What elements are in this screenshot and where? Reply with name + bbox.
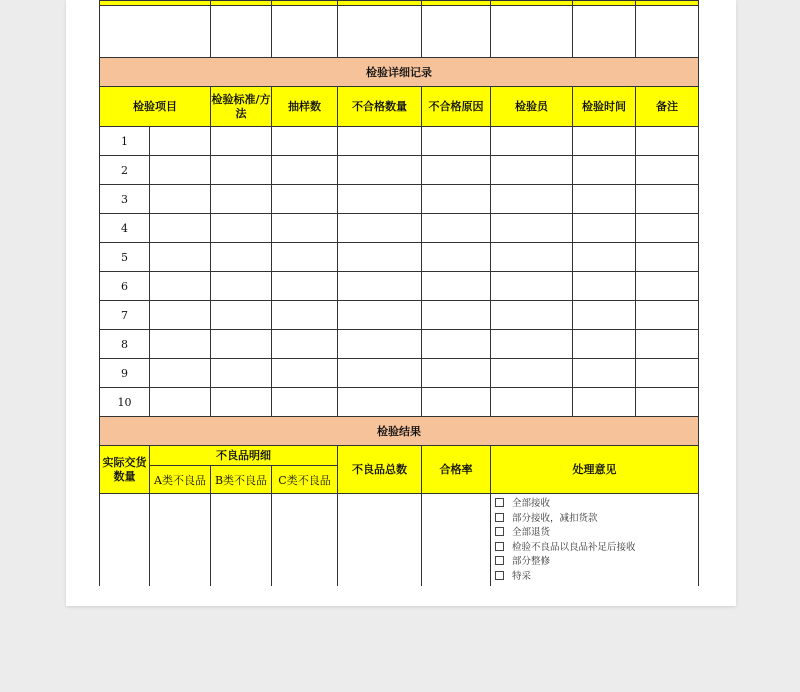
detail-row — [100, 214, 699, 243]
row-number: 7 — [100, 301, 150, 330]
detail-row — [100, 156, 699, 185]
handling-option[interactable] — [495, 555, 698, 570]
detail-cell[interactable] — [211, 243, 272, 272]
row-number: 6 — [100, 272, 150, 301]
detail-cell[interactable] — [338, 388, 422, 417]
detail-cell[interactable] — [636, 359, 699, 388]
detail-cell[interactable] — [150, 272, 211, 301]
detail-row — [100, 272, 699, 301]
detail-cell[interactable] — [211, 301, 272, 330]
detail-cell[interactable] — [422, 243, 491, 272]
detail-cell[interactable] — [491, 330, 573, 359]
row-number: 3 — [100, 185, 150, 214]
header-time: 检验时间 — [573, 87, 636, 127]
detail-cell[interactable] — [491, 156, 573, 185]
cell[interactable] — [573, 6, 636, 58]
detail-cell[interactable] — [491, 243, 573, 272]
detail-cell[interactable] — [338, 214, 422, 243]
detail-cell[interactable] — [272, 214, 338, 243]
checkbox-icon[interactable] — [495, 498, 504, 507]
detail-cell[interactable] — [211, 330, 272, 359]
detail-row — [100, 301, 699, 330]
header-inspector: 检验员 — [491, 87, 573, 127]
detail-cell[interactable] — [338, 127, 422, 156]
result-data-row — [100, 494, 699, 586]
detail-cell[interactable] — [272, 185, 338, 214]
detail-cell[interactable] — [272, 272, 338, 301]
defect-total-cell[interactable] — [338, 494, 422, 586]
detail-cell[interactable] — [573, 359, 636, 388]
detail-cell[interactable] — [272, 330, 338, 359]
row-number: 1 — [100, 127, 150, 156]
detail-cell[interactable] — [422, 156, 491, 185]
result-section-title: 检验结果 — [100, 417, 699, 446]
detail-cell[interactable] — [491, 272, 573, 301]
detail-cell[interactable] — [272, 301, 338, 330]
detail-cell[interactable] — [150, 214, 211, 243]
class-a-cell[interactable] — [150, 494, 211, 586]
detail-cell[interactable] — [338, 359, 422, 388]
detail-cell[interactable] — [573, 388, 636, 417]
handling-option[interactable] — [495, 497, 698, 512]
detail-cell[interactable] — [422, 214, 491, 243]
detail-cell[interactable] — [422, 359, 491, 388]
detail-cell[interactable] — [636, 388, 699, 417]
detail-cell[interactable] — [150, 127, 211, 156]
detail-cell[interactable] — [491, 388, 573, 417]
detail-cell[interactable] — [573, 272, 636, 301]
cell[interactable] — [100, 6, 211, 58]
cell[interactable] — [422, 6, 491, 58]
cell[interactable] — [491, 6, 573, 58]
row-number: 2 — [100, 156, 150, 185]
detail-cell[interactable] — [573, 330, 636, 359]
detail-cell[interactable] — [573, 156, 636, 185]
handling-option[interactable] — [495, 570, 698, 585]
detail-cell[interactable] — [150, 243, 211, 272]
spreadsheet-page — [66, 0, 736, 606]
actual-qty-cell[interactable] — [100, 494, 150, 586]
detail-cell[interactable] — [150, 388, 211, 417]
detail-cell[interactable] — [338, 301, 422, 330]
inspection-form-table — [99, 0, 699, 586]
result-header-row — [100, 446, 699, 466]
header-actual-qty: 实际交货数量 — [100, 446, 150, 494]
detail-cell[interactable] — [422, 185, 491, 214]
handling-option-list — [495, 497, 698, 584]
detail-cell[interactable] — [636, 185, 699, 214]
cell[interactable] — [338, 6, 422, 58]
detail-cell[interactable] — [491, 359, 573, 388]
handling-option[interactable] — [495, 512, 698, 527]
detail-cell[interactable] — [272, 156, 338, 185]
handling-option-label: 全部退货 — [512, 527, 551, 538]
detail-cell[interactable] — [211, 185, 272, 214]
detail-cell[interactable] — [491, 214, 573, 243]
cell[interactable] — [272, 6, 338, 58]
header-pass-rate: 合格率 — [422, 446, 491, 494]
detail-cell[interactable] — [150, 156, 211, 185]
header-note: 备注 — [636, 87, 699, 127]
handling-option-label: 检验不良品以良品补足后接收 — [512, 541, 636, 553]
detail-row — [100, 388, 699, 417]
header-defect-qty: 不合格数量 — [338, 87, 422, 127]
checkbox-icon[interactable] — [495, 513, 504, 522]
handling-option-label: 部分整修 — [512, 556, 551, 567]
class-c-cell[interactable] — [272, 494, 338, 586]
detail-cell[interactable] — [636, 156, 699, 185]
detail-cell[interactable] — [573, 127, 636, 156]
header-sample: 抽样数 — [272, 87, 338, 127]
detail-cell[interactable] — [422, 330, 491, 359]
detail-row — [100, 330, 699, 359]
row-number: 10 — [100, 388, 150, 417]
detail-rows — [100, 127, 699, 417]
detail-cell[interactable] — [422, 127, 491, 156]
detail-cell[interactable] — [636, 214, 699, 243]
cell[interactable] — [636, 6, 699, 58]
row-number: 8 — [100, 330, 150, 359]
detail-section-title: 检验详细记录 — [100, 58, 699, 87]
row-number: 4 — [100, 214, 150, 243]
detail-cell[interactable] — [211, 388, 272, 417]
handling-option[interactable] — [495, 541, 698, 556]
detail-cell[interactable] — [150, 359, 211, 388]
detail-cell[interactable] — [636, 243, 699, 272]
detail-cell[interactable] — [211, 214, 272, 243]
detail-cell[interactable] — [491, 185, 573, 214]
detail-cell[interactable] — [573, 185, 636, 214]
detail-cell[interactable] — [211, 127, 272, 156]
detail-cell[interactable] — [272, 388, 338, 417]
handling-option-label: 部分接收，减扣货款 — [512, 512, 598, 524]
detail-cell[interactable] — [150, 301, 211, 330]
top-empty-row — [100, 6, 699, 58]
detail-cell[interactable] — [211, 359, 272, 388]
detail-header-row — [100, 87, 699, 127]
detail-row — [100, 185, 699, 214]
handling-option-label: 特采 — [512, 570, 532, 582]
header-item: 检验项目 — [100, 87, 211, 127]
detail-cell[interactable] — [422, 272, 491, 301]
header-handling: 处理意见 — [491, 446, 699, 494]
handling-option[interactable] — [495, 526, 698, 541]
handling-options — [491, 494, 699, 586]
detail-cell[interactable] — [272, 359, 338, 388]
detail-cell[interactable] — [422, 388, 491, 417]
pass-rate-cell[interactable] — [422, 494, 491, 586]
detail-cell[interactable] — [272, 127, 338, 156]
detail-cell[interactable] — [573, 301, 636, 330]
header-defect-detail: 不良品明细 — [150, 446, 338, 466]
row-number: 9 — [100, 359, 150, 388]
checkbox-icon[interactable] — [495, 542, 504, 551]
detail-row — [100, 243, 699, 272]
detail-cell[interactable] — [573, 243, 636, 272]
detail-cell[interactable] — [272, 243, 338, 272]
detail-cell[interactable] — [491, 301, 573, 330]
checkbox-icon[interactable] — [495, 527, 504, 536]
header-defect-reason: 不合格原因 — [422, 87, 491, 127]
class-b-cell[interactable] — [211, 494, 272, 586]
detail-cell[interactable] — [338, 185, 422, 214]
detail-row — [100, 127, 699, 156]
detail-cell[interactable] — [422, 301, 491, 330]
detail-cell[interactable] — [338, 272, 422, 301]
detail-cell[interactable] — [338, 243, 422, 272]
detail-cell[interactable] — [636, 127, 699, 156]
detail-cell[interactable] — [636, 301, 699, 330]
detail-cell[interactable] — [150, 185, 211, 214]
handling-option-label: 全部接收 — [512, 498, 551, 509]
header-class-b: B类不良品 — [211, 466, 272, 494]
detail-cell[interactable] — [636, 272, 699, 301]
header-defect-total: 不良品总数 — [338, 446, 422, 494]
checkbox-icon[interactable] — [495, 556, 504, 565]
header-standard: 检验标准/方法 — [211, 87, 272, 127]
detail-cell[interactable] — [150, 330, 211, 359]
detail-cell[interactable] — [211, 272, 272, 301]
detail-cell[interactable] — [491, 127, 573, 156]
detail-cell[interactable] — [338, 156, 422, 185]
detail-cell[interactable] — [573, 214, 636, 243]
detail-cell[interactable] — [338, 330, 422, 359]
detail-cell[interactable] — [211, 156, 272, 185]
checkbox-icon[interactable] — [495, 571, 504, 580]
header-class-c: C类不良品 — [272, 466, 338, 494]
cell[interactable] — [211, 6, 272, 58]
detail-cell[interactable] — [636, 330, 699, 359]
detail-row — [100, 359, 699, 388]
row-number: 5 — [100, 243, 150, 272]
header-class-a: A类不良品 — [150, 466, 211, 494]
